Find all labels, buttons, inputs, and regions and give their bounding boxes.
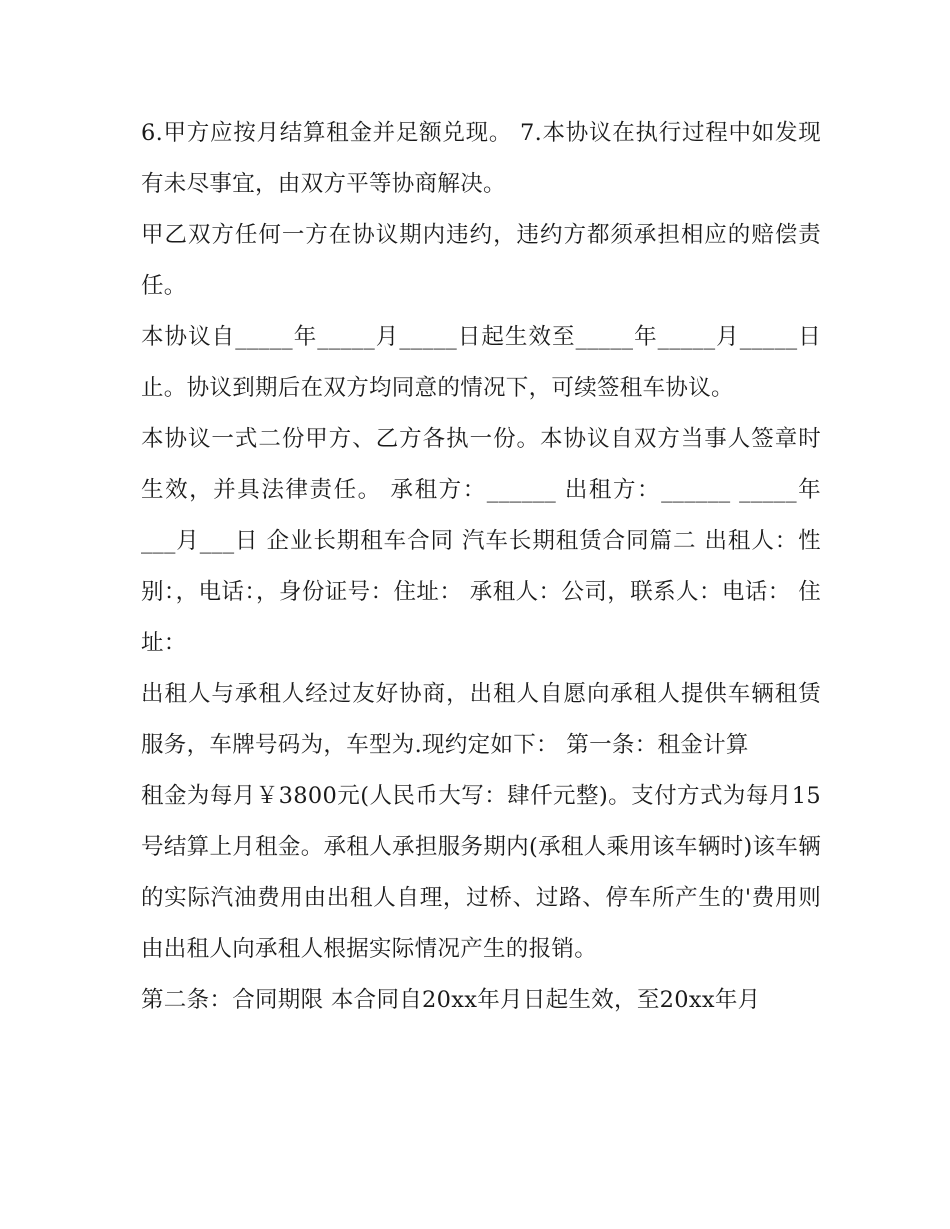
paragraph-payment-terms: 6.甲方应按月结算租金并足额兑现。 7.本协议在执行过程中如发现有未尽事宜，由双方平等协商解决。: [141, 120, 821, 197]
paragraph-copies-signatures: 本协议一式二份甲方、乙方各执一份。本协议自双方当事人签章时生效，并具法律责任。 承租方：______ 出租方：______ _____年___月___日 企业长期租车合同 汽车长期租赁合同篇二 出租人：性别：，电话：，身份证号：住址： 承租人：公司，联系人：电话： 住址：: [141, 426, 821, 656]
paragraph-breach-liability: 甲乙双方任何一方在协议期内违约，违约方都须承担相应的赔偿责任。: [141, 222, 821, 299]
paragraph-rental-service: 出租人与承租人经过友好协商，出租人自愿向承租人提供车辆租赁服务，车牌号码为，车型为.现约定如下： 第一条：租金计算: [141, 681, 821, 758]
paragraph-effective-period: 本协议自_____年_____月_____日起生效至_____年_____月_____日止。协议到期后在双方均同意的情况下，可续签租车协议。: [141, 324, 821, 401]
paragraph-contract-term: 第二条：合同期限 本合同自20xx年月日起生效，至20xx年月: [141, 987, 761, 1013]
paragraph-rent-amount: 租金为每月￥3800元(人民币大写：肆仟元整)。支付方式为每月15号结算上月租金。承租人承担服务期内(承租人乘用该车辆时)该车辆的实际汽油费用由出租人自理，过桥、过路、停车所产生的'费用则由出租人向承租人根据实际情况产生的报销。: [141, 783, 821, 962]
document-body: [141, 108, 821, 1026]
